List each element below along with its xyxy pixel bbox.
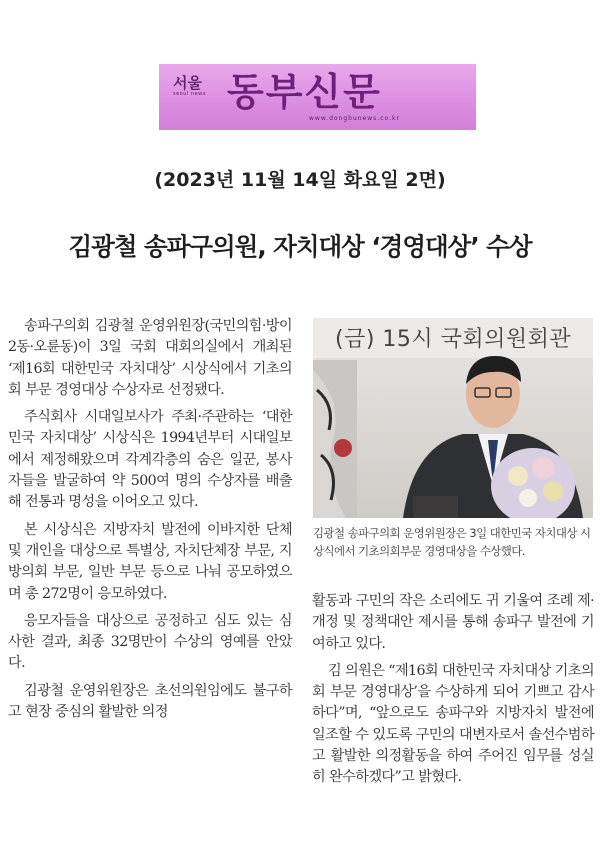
article-paragraph: 응모자들을 대상으로 공정하고 심도 있는 심사한 결과, 최종 32명만이 수상의 영예를 안았다.: [8, 612, 292, 672]
photo-banner-text: (금) 15시 국회의원회관: [335, 327, 572, 352]
awardee-figure: [383, 336, 593, 518]
article-paragraph: 본 시상식은 지방자치 발전에 이바지한 단체 및 개인을 대상으로 특별상, 자치단체장 부문, 지방의회 부문, 일반 부문 등으로 나눠 공모하였으며 총 272명이 응모하였다.: [8, 521, 292, 602]
masthead-title: 동부신문: [227, 69, 382, 114]
award-photo: [313, 318, 593, 518]
publication-dateline: (2023년 11월 14일 화요일 2면): [154, 169, 446, 191]
national-flag-graphic: [313, 360, 357, 518]
article-paragraph: 김광철 운영위원장은 초선의원임에도 불구하고 현장 중심의 활발한 의정: [8, 682, 292, 721]
article-paragraph: 김 의원은 “제16회 대한민국 자치대상 기초의회 부문 경영대상’을 수상하게 되어 기쁘고 감사하다”며, “앞으로도 송파구와 지방자치 발전에 일조할 수 있도록 구민의 대변자로서 솔선수범하고 활발한 의정활동을 하여 주어진 임무를 성실히 완수하겠다”고 밝혔다.: [312, 662, 594, 786]
article-paragraph: 주식회사 시대일보사가 주최·주관하는 ‘대한민국 자치대상’ 시상식은 1994년부터 시대일보에서 제정해왔으며 각계각층의 숨은 일꾼, 봉사자들을 발굴하여 약 500여 명의 수상자를 배출해 전통과 명성을 이어오고 있다.: [8, 409, 292, 511]
article-column-left: [8, 316, 292, 729]
masthead-region: 서울: [173, 74, 202, 92]
photo-caption: 김광철 송파구의회 운영위원장은 3일 대한민국 자치대상 시상식에서 기초의회부문 경영대상을 수상했다.: [313, 526, 591, 558]
newspaper-masthead: [159, 64, 476, 130]
article-headline: 김광철 송파구의원, 자치대상 ‘경영대상’ 수상: [68, 232, 532, 261]
article-paragraph: 활동과 구민의 작은 소리에도 귀 기울여 조례 제·개정 및 정책대안 제시를 통해 송파구 발전에 기여하고 있다.: [312, 593, 594, 652]
article-column-right: [312, 591, 594, 795]
masthead-url: www.dongbunews.co.kr: [309, 115, 400, 122]
article-paragraph: 송파구의회 김광철 운영위원장(국민의힘·방이2동·오륜동)이 3일 국회 대회의실에서 개최된 ‘제16회 대한민국 자치대상’ 시상식에서 기초의회 부문 경영대상 수상자로 선정됐다.: [8, 318, 292, 398]
masthead-region-sub: seoul news: [173, 91, 206, 97]
